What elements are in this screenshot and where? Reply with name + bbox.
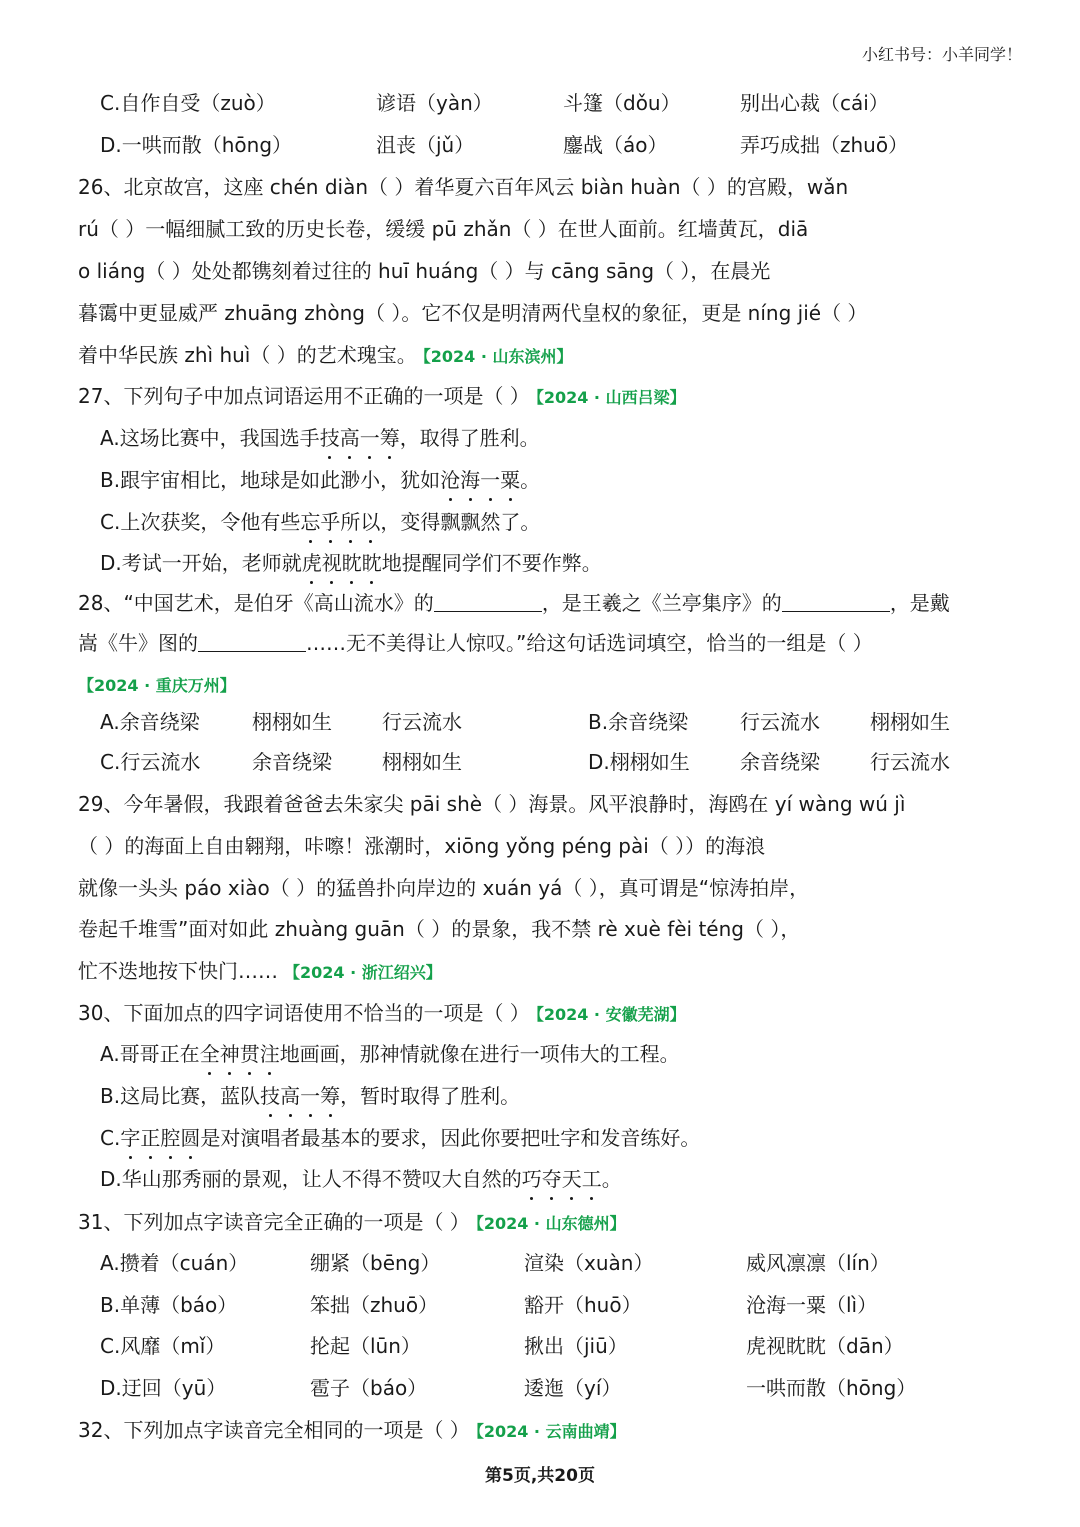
emphasis-dot-char: 海 — [460, 465, 480, 495]
emphasis-dot-char: 乎 — [320, 507, 340, 537]
q27-option-d — [100, 548, 1002, 578]
emphasis-dot-char: 忘 — [300, 507, 320, 537]
q31-a-3: 渲染（xuàn） — [524, 1251, 654, 1275]
q28-blank-2[interactable] — [782, 589, 890, 612]
q31-d-3: 逶迤（yí） — [524, 1376, 622, 1400]
q26-line-1: 26、北京故宫，这座 chén diàn（ ）着华夏六百年风云 biàn huàn（ ）的宫殿，wǎn — [78, 175, 849, 199]
emphasis-dot-char: 眈 — [342, 548, 362, 578]
emphasis-dot-char: 一 — [480, 465, 500, 495]
q31-d-2: 雹子（báo） — [310, 1376, 428, 1400]
emphasis-dot-char: 全 — [200, 1039, 220, 1069]
q31-c-4: 虎视眈眈（dān） — [746, 1334, 904, 1358]
q25-c-3: 斗篷（dǒu） — [563, 91, 681, 115]
q30-d-pre: D.华山那秀丽的景观，让人不得不赞叹大自然的 — [100, 1167, 522, 1191]
q27-b-pre: B.跟宇宙相比，地球是如此渺小，犹如 — [100, 468, 441, 492]
q30-a-post: 地画画，那神情就像在进行一项伟大的工程。 — [279, 1042, 680, 1066]
q27-c-post: ，变得飘飘然了。 — [380, 510, 541, 534]
emphasis-dot-char: 工 — [582, 1164, 602, 1194]
q31-b-4: 沧海一粟（lì） — [746, 1293, 878, 1317]
q28-blank-3[interactable] — [198, 629, 306, 652]
emphasis-dot-char: 字 — [120, 1123, 140, 1153]
q28-l2b: ……无不美得让人惊叹。”给这句话选词填空，恰当的一组是（ ） — [306, 631, 873, 655]
q31-b-1: B.单薄（báo） — [100, 1293, 238, 1317]
q31-stem-text: 31、下列加点字读音完全正确的一项是（ ） — [78, 1210, 470, 1234]
q28-d-1: D.栩栩如生 — [588, 750, 690, 774]
q31-a-4: 威风凛凛（lín） — [746, 1251, 890, 1275]
q27-option-c — [100, 507, 1002, 537]
q30-option-b — [100, 1081, 1002, 1111]
q29-line-1: 29、今年暑假，我跟着爸爸去朱家尖 pāi shè（ ）海景。风平浪静时，海鸥在 yí wàng wú jì — [78, 792, 906, 816]
q26-line-4: 暮霭中更显威严 zhuāng zhòng（ ）。它不仅是明清两代皇权的象征，更是 níng jié（ ） — [78, 301, 868, 325]
q30-stem — [78, 998, 1002, 1030]
q30-d-marked — [522, 1167, 602, 1191]
q29-line-2: （ ）的海面上自由翱翔，咔嚓！涨潮时，xiōng yǒng péng pài（ ））的海浪 — [78, 834, 766, 858]
q27-d-pre: D.考试一开始，老师就 — [100, 551, 302, 575]
emphasis-dot-char: 粟 — [500, 465, 520, 495]
q29-line-5-text: 忙不迭地按下快门…… — [78, 959, 278, 983]
q26-source-tag: 【2024 · 山东滨州】 — [422, 347, 573, 366]
q30-b-post: ，暂时取得了胜利。 — [340, 1084, 521, 1108]
q27-source-tag: 【2024 · 山西吕梁】 — [535, 388, 686, 407]
q30-option-d — [100, 1164, 1002, 1194]
emphasis-dot-char: 神 — [220, 1039, 240, 1069]
q27-b-marked — [440, 468, 520, 492]
q28-c-1: C.行云流水 — [100, 750, 201, 774]
q28-d-2: 余音绕梁 — [740, 750, 820, 774]
q31-c-1: C.风靡（mǐ） — [100, 1334, 226, 1358]
emphasis-dot-char: 夺 — [542, 1164, 562, 1194]
q28-source-tag: 【2024 · 重庆万州】 — [78, 676, 236, 695]
emphasis-dot-char: 技 — [320, 423, 340, 453]
emphasis-dot-char: 视 — [322, 548, 342, 578]
emphasis-dot-char: 一 — [300, 1081, 320, 1111]
q28-b-1: B.余音绕梁 — [588, 710, 689, 734]
q30-source-tag: 【2024 · 安徽芜湖】 — [535, 1005, 686, 1024]
q28-a-2: 栩栩如生 — [252, 710, 332, 734]
emphasis-dot-char: 技 — [260, 1081, 280, 1111]
q30-stem-text: 30、下面加点的四字词语使用不恰当的一项是（ ） — [78, 1001, 530, 1025]
emphasis-dot-char: 高 — [280, 1081, 300, 1111]
q27-d-marked — [302, 551, 382, 575]
q28-a-1: A.余音绕梁 — [100, 710, 200, 734]
q32-source-tag: 【2024 · 云南曲靖】 — [475, 1422, 626, 1441]
q31-c-2: 抡起（lūn） — [310, 1334, 421, 1358]
q27-b-post: 。 — [520, 468, 541, 492]
q30-c-pre: C. — [100, 1126, 121, 1150]
q31-c-3: 揪出（jiū） — [524, 1334, 628, 1358]
q27-c-pre: C.上次获奖，令他有些 — [100, 510, 301, 534]
q28-line-2 — [78, 628, 1002, 658]
q28-c-3: 栩栩如生 — [382, 750, 462, 774]
q29-line-3: 就像一头头 páo xiào（ ）的猛兽扑向岸边的 xuán yá（ ），真可谓是“惊涛拍岸， — [78, 876, 810, 900]
emphasis-dot-char: 眈 — [362, 548, 382, 578]
q29-line-5 — [78, 956, 1002, 988]
q31-d-1: D.迂回（yū） — [100, 1376, 227, 1400]
page-header: 小红书号：小羊同学！ — [861, 45, 1022, 64]
q27-a-pre: A.这场比赛中，我国选手 — [100, 426, 320, 450]
q25-c-4: 别出心裁（cái） — [740, 91, 889, 115]
q26-line-2: rú（ ）一幅细腻工致的历史长卷，缓缓 pū zhǎn（ ）在世人面前。红墙黄瓦，diā — [78, 217, 809, 241]
q30-option-c — [100, 1123, 1002, 1153]
q25-d-2: 沮丧（jǔ） — [376, 133, 475, 157]
q30-d-post: 。 — [601, 1167, 622, 1191]
q25-d-1: D.一哄而散（hōng） — [100, 133, 293, 157]
q32-stem — [78, 1415, 1002, 1447]
emphasis-dot-char: 天 — [562, 1164, 582, 1194]
q25-d-4: 弄巧成拙（zhuō） — [740, 133, 909, 157]
q27-c-marked — [300, 510, 380, 534]
q28-a-3: 行云流水 — [382, 710, 462, 734]
q31-source-tag: 【2024 · 山东德州】 — [475, 1214, 626, 1233]
q31-b-2: 笨拙（zhuō） — [310, 1293, 439, 1317]
q31-a-1: A.攒着（cuán） — [100, 1251, 249, 1275]
q29-line-4: 卷起千堆雪”面对如此 zhuàng guān（ ）的景象，我不禁 rè xuè fèi téng（ ）， — [78, 917, 801, 941]
q26-line-3: o liáng（ ）处处都镌刻着过往的 huī huáng（ ）与 cāng sāng（ ），在晨光 — [78, 259, 771, 283]
q30-a-pre: A.哥哥正在 — [100, 1042, 200, 1066]
q28-l2a: 嵩《牛》图的 — [78, 631, 198, 655]
q28-b-3: 栩栩如生 — [870, 710, 950, 734]
q28-l1b: ，是王羲之《兰亭集序》的 — [541, 591, 782, 615]
emphasis-dot-char: 一 — [360, 423, 380, 453]
q30-b-marked — [260, 1084, 340, 1108]
q30-c-post: 是对演唱者最基本的要求，因此你要把吐字和发音练好。 — [200, 1126, 701, 1150]
emphasis-dot-char: 沧 — [440, 465, 460, 495]
q25-d-3: 鏖战（áo） — [563, 133, 668, 157]
q27-d-post: 地提醒同学们不要作弊。 — [381, 551, 602, 575]
emphasis-dot-char: 筹 — [320, 1081, 340, 1111]
emphasis-dot-char: 虎 — [302, 548, 322, 578]
q28-b-2: 行云流水 — [740, 710, 820, 734]
q27-stem-text: 27、下列句子中加点词语运用不正确的一项是（ ） — [78, 384, 530, 408]
q28-c-2: 余音绕梁 — [252, 750, 332, 774]
q31-stem — [78, 1207, 1002, 1239]
q30-b-pre: B.这局比赛，蓝队 — [100, 1084, 261, 1108]
emphasis-dot-char: 圆 — [180, 1123, 200, 1153]
q25-c-2: 谚语（yàn） — [376, 91, 493, 115]
q32-stem-text: 32、下列加点字读音完全相同的一项是（ ） — [78, 1418, 470, 1442]
q26-line-5 — [78, 340, 1002, 372]
page-footer: 第5页,共20页 — [485, 1466, 595, 1486]
q28-l1c: ，是戴 — [889, 591, 950, 615]
emphasis-dot-char: 所 — [340, 507, 360, 537]
emphasis-dot-char: 贯 — [240, 1039, 260, 1069]
q26-line-5-text: 着中华民族 zhì huì（ ）的艺术瑰宝。 — [78, 343, 417, 367]
q25-c-1: C.自作自受（zuò） — [100, 91, 276, 115]
q31-d-4: 一哄而散（hōng） — [746, 1376, 917, 1400]
q31-b-3: 豁开（huō） — [524, 1293, 642, 1317]
q28-l1a: 28、“中国艺术，是伯牙《高山流水》的 — [78, 591, 434, 615]
q27-option-a — [100, 423, 1002, 453]
q27-a-post: ，取得了胜利。 — [399, 426, 540, 450]
q28-tag-line — [78, 669, 1002, 701]
q27-option-b — [100, 465, 1002, 495]
q27-a-marked — [320, 426, 400, 450]
q30-a-marked — [200, 1042, 280, 1066]
emphasis-dot-char: 腔 — [160, 1123, 180, 1153]
q30-option-a — [100, 1039, 1002, 1069]
q28-d-3: 行云流水 — [870, 750, 950, 774]
emphasis-dot-char: 筹 — [380, 423, 400, 453]
q27-stem — [78, 381, 1002, 413]
emphasis-dot-char: 巧 — [522, 1164, 542, 1194]
emphasis-dot-char: 以 — [360, 507, 380, 537]
q28-blank-1[interactable] — [434, 589, 542, 612]
emphasis-dot-char: 正 — [140, 1123, 160, 1153]
emphasis-dot-char: 高 — [340, 423, 360, 453]
emphasis-dot-char: 注 — [260, 1039, 280, 1069]
q30-c-marked — [120, 1126, 200, 1150]
q28-line-1 — [78, 588, 1002, 618]
q31-a-2: 绷紧（bēng） — [310, 1251, 441, 1275]
q29-source-tag: 【2024 · 浙江绍兴】 — [284, 963, 442, 982]
